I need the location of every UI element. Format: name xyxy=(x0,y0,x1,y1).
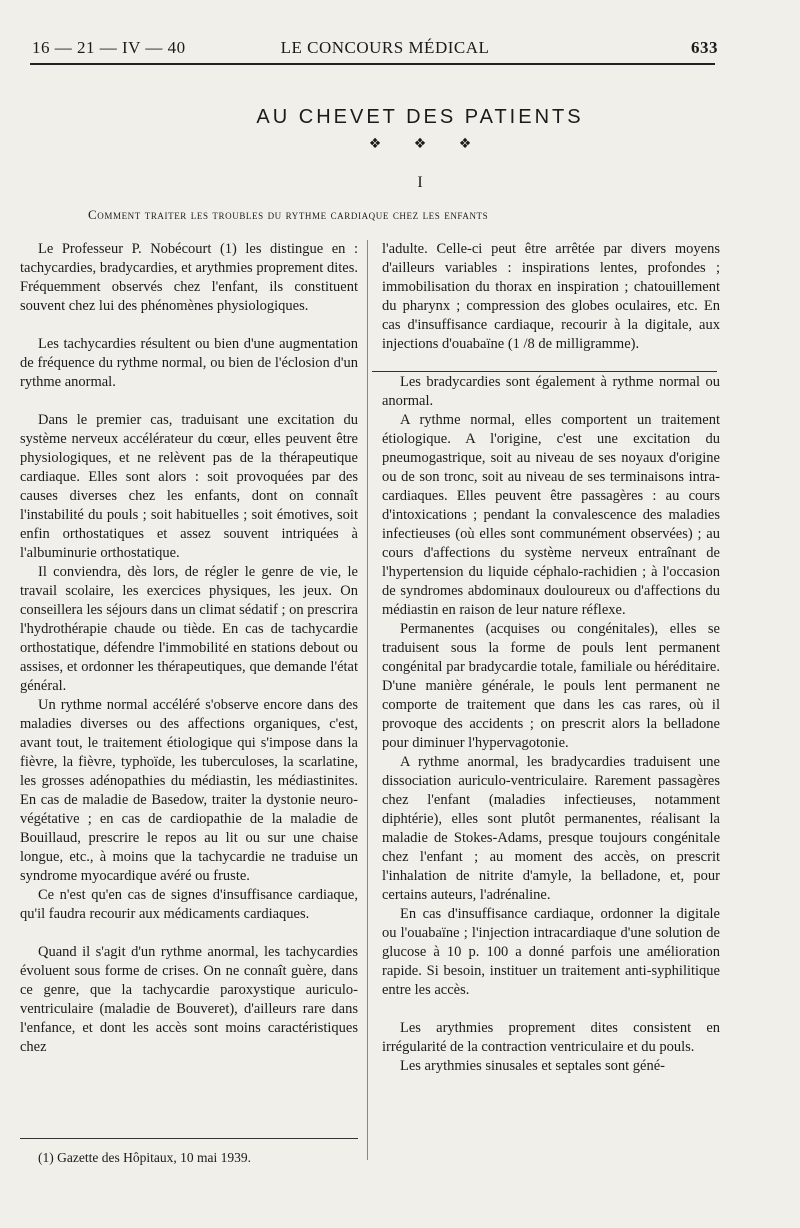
paragraph: Les arythmies sinusales et septales sont géné- xyxy=(400,1058,665,1074)
paragraph: Dans le premier cas, traduisant une excitation du système nerveux accélérateur du cœur, elles peuvent être physiologiques, et ne relèvent pas de la thérapeutique cardiaque. Elles sont alors : soit provoquées par des causes diverses chez les enfants, dont on connaît l'instabilité du pouls ; soit habituelles ; soit émotives, soit enfin orthostatiques et assez souvent intriquées à l'albuminurie orthostatique. xyxy=(20,412,358,561)
paragraph: Le Professeur P. Nobécourt (1) les distingue en : tachycardies, bradycardies, et arythmies proprement dites. Fréquemment observés chez l'enfant, ils constituent souvent chez lui des phénomènes physiologiques. xyxy=(20,241,358,314)
footnote-rule xyxy=(20,1138,358,1139)
paragraph: Permanentes (acquises ou congénitales), elles se traduisent sous la forme de pouls lent permanent congénital par bradycardie totale, familiale ou héréditaire. D'une manière générale, le pouls lent permanent ne comporte de traitement que dans les cas rares, où il provoque des accidents ; on prescrit alors la belladone pour diminuer l'hypervagotonie. xyxy=(382,621,720,751)
article-title: AU CHEVET DES PATIENTS xyxy=(256,106,584,128)
paragraph: A rythme anormal, les bradycardies traduisent une dissociation auriculo-ventriculaire. Rarement passagères chez l'enfant (maladies infectieuses, notamment diphtérie), elles sont plutôt permanentes, réalisant la maladie de Stokes-Adams, presque toujours congénitale chez l'enfant ; au moment des accès, on prescrit l'inhalation de nitrite d'amyle, la belladone, et, pour certains auteurs, l'adrénaline. xyxy=(382,754,720,903)
paragraph: l'adulte. Celle-ci peut être arrêtée par divers moyens d'ailleurs variables : inspirations lentes, profondes ; immobilisation du thorax en inspiration ; chatouillement du pharynx ; compression des globes oculaires, etc. En cas d'insuffisance cardiaque, recourir à la digitale, aux injections d'ouabaïne (1 /8 de milligramme). xyxy=(382,241,720,352)
right-column xyxy=(382,240,720,1076)
footnote: (1) Gazette des Hôpitaux, 10 mai 1939. xyxy=(38,1150,251,1165)
diamond-ornament-icon: ❖ xyxy=(413,136,427,152)
paragraph: Quand il s'agit d'un rythme anormal, les tachycardies évoluent sous forme de crises. On ne connaît guère, dans ce genre, que la tachycardie paroxystique auriculo-ventriculaire (maladie de Bouveret), d'ailleurs rare dans l'enfance, et dont les accès sont moins caractéristiques chez xyxy=(20,944,358,1055)
paragraph: Les tachycardies résultent ou bien d'une augmentation de fréquence du rythme normal, ou bien de l'éclosion d'un rythme anormal. xyxy=(20,336,358,390)
section-numeral: I xyxy=(417,174,423,191)
paragraph: En cas d'insuffisance cardiaque, ordonner la digitale ou l'ouabaïne ; l'injection intracardiaque d'une solution de glucose à 10 p. 100 a donné parfois une amélioration rapide. Si besoin, instituer un traitement anti-syphilitique entre les accès. xyxy=(382,906,720,998)
diamond-ornament-icon: ❖ xyxy=(458,136,472,152)
journal-name: LE CONCOURS MÉDICAL xyxy=(280,38,490,57)
paragraph: A rythme normal, elles comportent un traitement étiologique. A l'origine, c'est une excitation du pneumogastrique, soit au niveau de ses noyaux d'origine ou de son tronc, soit au niveau de ses terminaisons intra-cardiaques. Elles peuvent être passagères : au cours d'intoxications ; pendant la convalescence des maladies infectieuses (où elles sont communément observées) ; au cours d'affections du système nerveux entraînant de l'hypertension du liquide céphalo-rachidien ; à l'occasion de syndromes abdominaux douloureux ou d'affections du médiastin en raison de leur nature réflexe. xyxy=(382,412,720,618)
section-subtitle: Comment traiter les troubles du rythme cardiaque chez les enfants xyxy=(88,207,489,222)
running-header xyxy=(32,38,718,64)
paragraph: Un rythme normal accéléré s'observe encore dans des maladies diverses ou des affections organiques, c'est, avant tout, le traitement étiologique qui s'impose dans la fièvre, la fièvre, typhoïde, les tuberculoses, la scarlatine, les grosses adénopathies du médiastin, les médiastinites. En cas de maladie de Basedow, traiter la dystonie neuro-végétative ; en cas de cardiopathie de la maladie de Bouillaud, prescrire le repos au lit ou sur une chaise longue, etc., à moins que la tachycardie ne traduise un syndrome myocardique avéré ou fruste. xyxy=(20,697,358,884)
paragraph: Les bradycardies sont également à rythme normal ou anormal. xyxy=(382,374,720,409)
paragraph: Ce n'est qu'en cas de signes d'insuffisance cardiaque, qu'il faudra recourir aux médicaments cardiaques. xyxy=(20,887,358,922)
header-rule xyxy=(30,63,715,65)
paragraph: Les arythmies proprement dites consistent en irrégularité de la contraction ventriculaire et du pouls. xyxy=(382,1020,720,1055)
column-divider xyxy=(367,240,368,1160)
diamond-ornament-icon: ❖ xyxy=(368,136,382,152)
page-number: 633 xyxy=(691,38,718,57)
issue-date: 16 — 21 — IV — 40 xyxy=(32,38,186,57)
title-ornaments xyxy=(0,136,800,152)
left-column xyxy=(20,240,358,1057)
paragraph: Il conviendra, dès lors, de régler le genre de vie, le travail scolaire, les exercices physiques, les jeux. On conseillera les séjours dans un climat sédatif ; on prescrira l'hydrothérapie chaude ou tiède. En cas de tachycardie orthostatique, défendre l'immobilité en stations debout ou assises, et ordonner les thérapeutiques, que demande l'état général. xyxy=(20,564,358,694)
